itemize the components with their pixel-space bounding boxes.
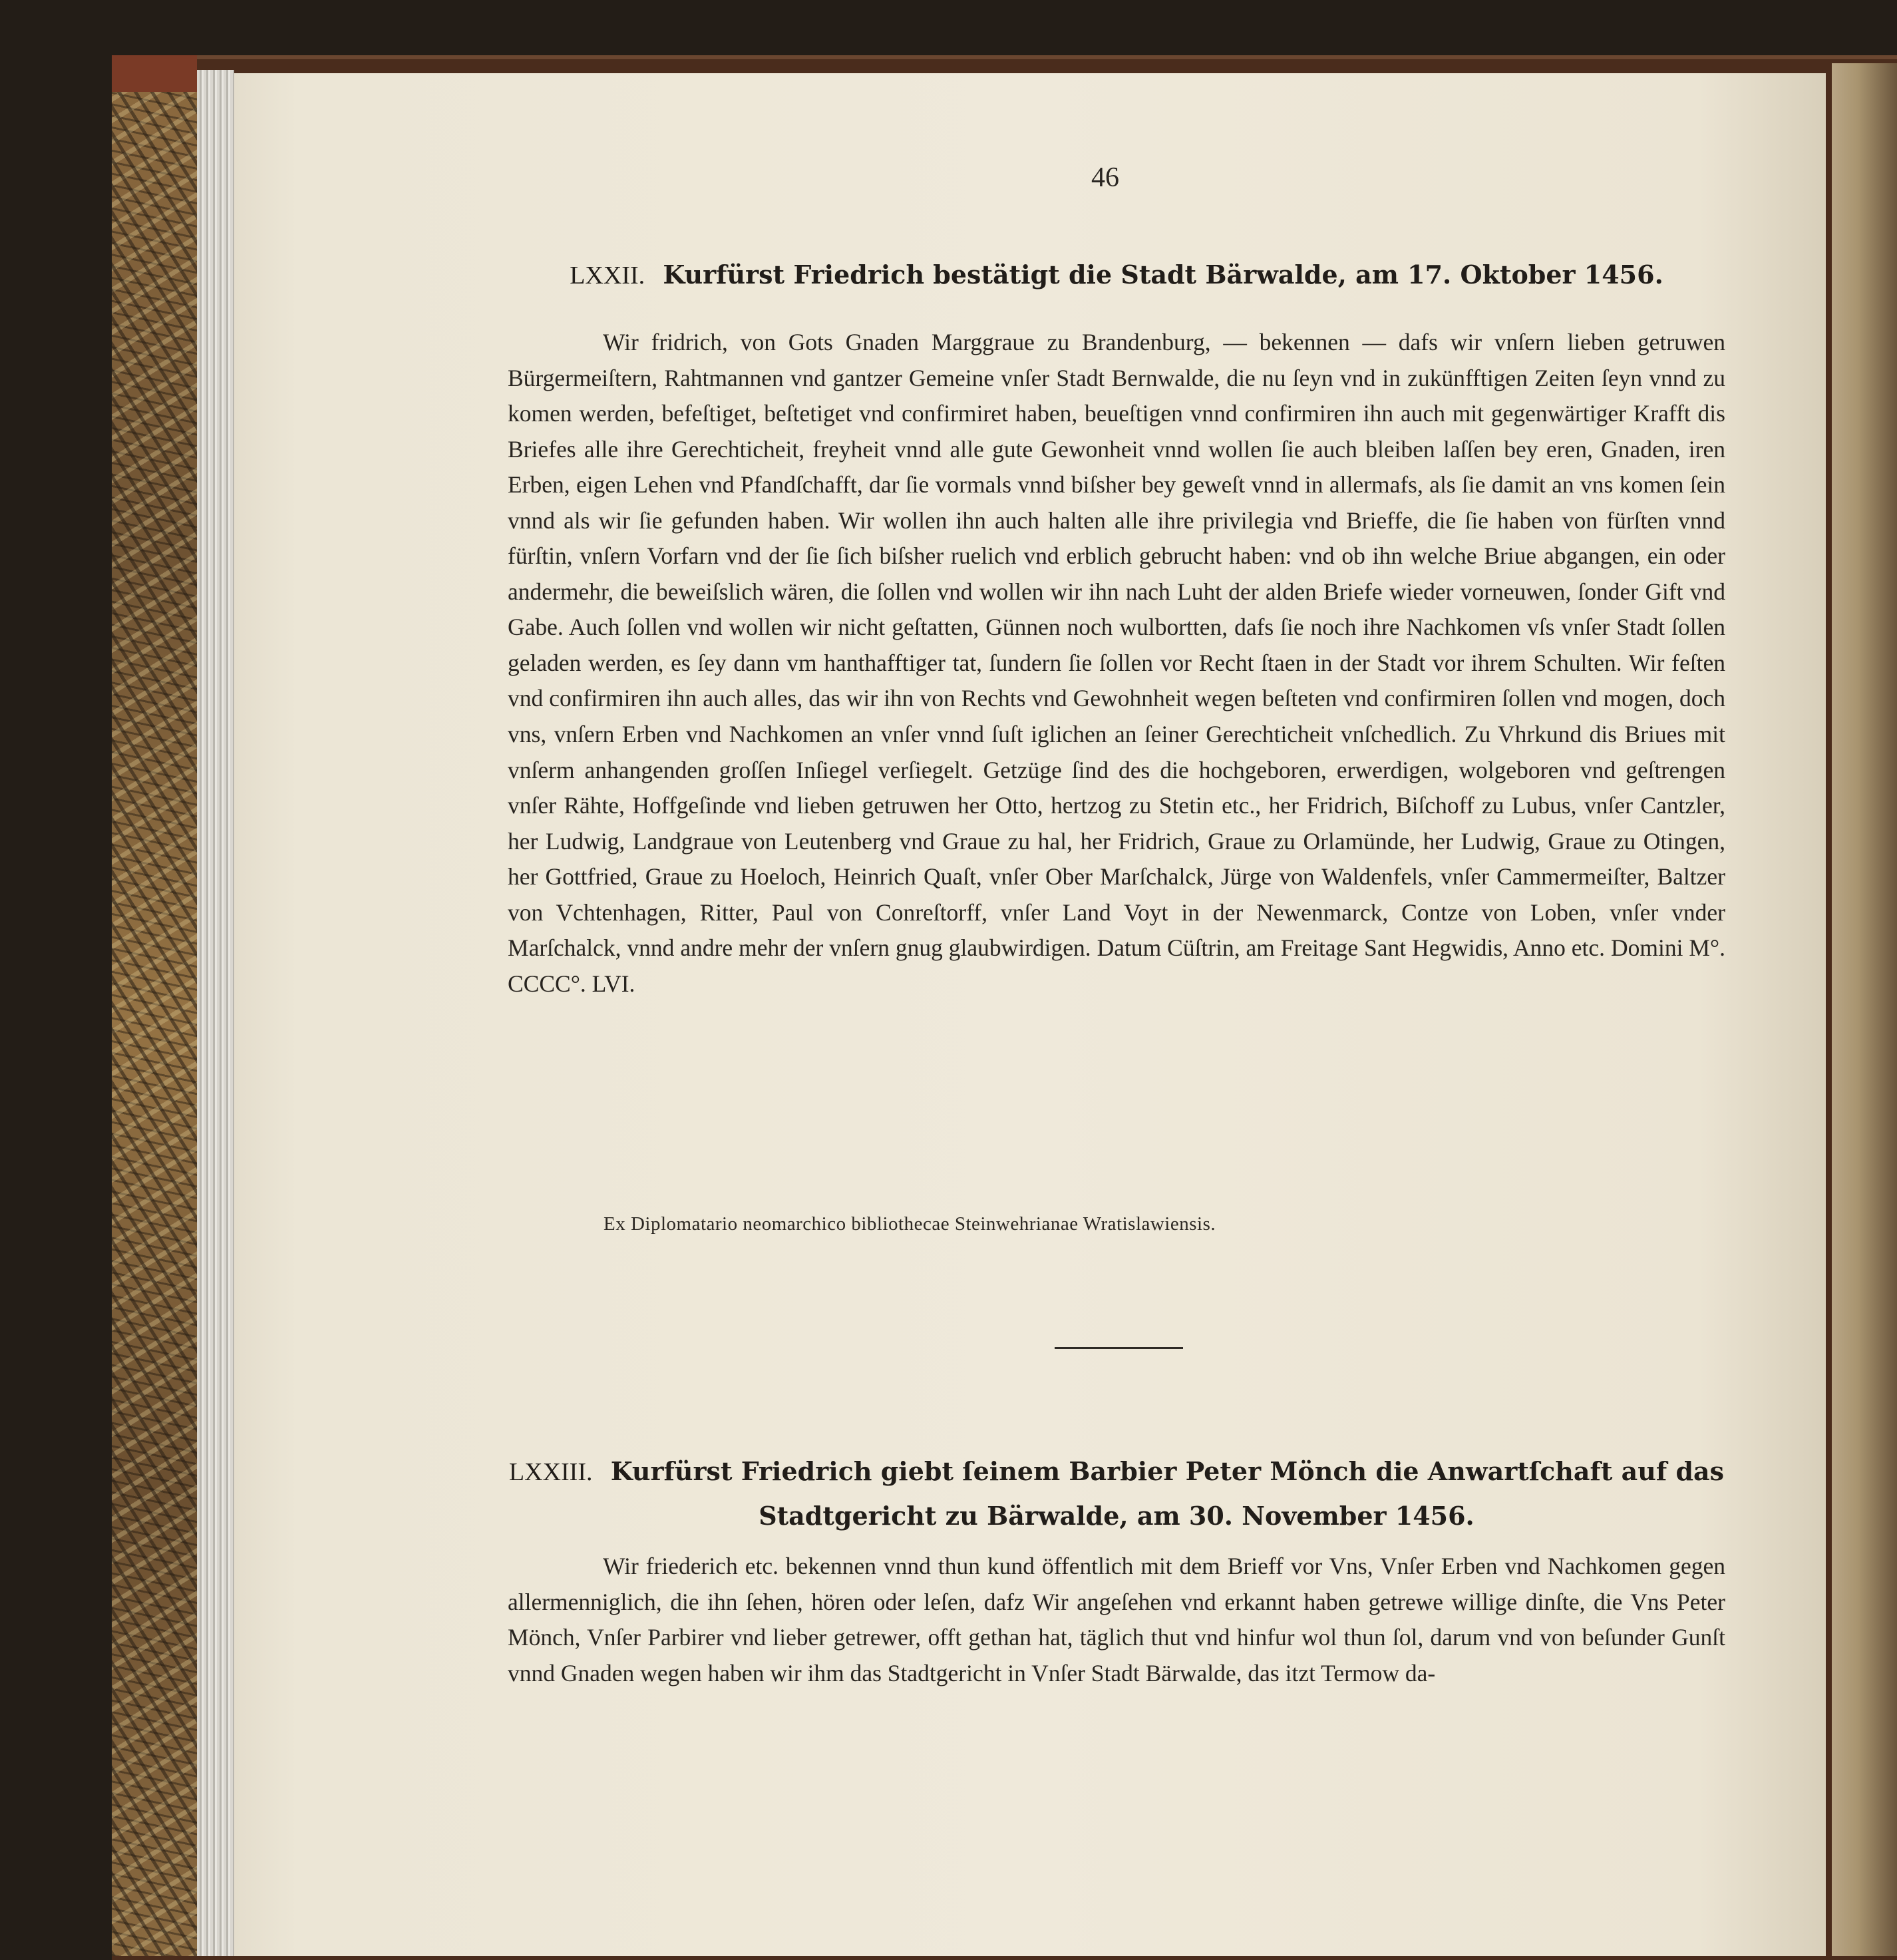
- document-1-heading: [508, 256, 1725, 294]
- leather-corner: [112, 55, 197, 92]
- document-1-title: Kurfürst Friedrich bestätigt die Stadt Bärwalde, am 17. Oktober 1456.: [663, 260, 1663, 290]
- document-2-body: [508, 1549, 1725, 1691]
- document-2-title-line-2: Stadtgericht zu Bärwalde, am 30. November 1456.: [759, 1501, 1474, 1531]
- marbled-endpaper: [112, 80, 197, 1956]
- document-2-text: Wir friederich etc. bekennen vnnd thun kund öffentlich mit dem Brieff vor Vns, Vnſer Erben vnd Nachkomen gegen allermenniglich, die ihn ſehen, hören oder leſen, dafz Wir angeſehen vnd erkannt haben getrewe willige dinſte, die Vns Peter Mönch, Vnſer Parbirer vnd lieber getrewer, offt gethan hat, täglich thut vnd hinfur wol thun ſol, darum vnd von beſunder Gunſt vnnd Gnaden wegen haben wir ihm das Stadtgericht in Vnſer Stadt Bärwalde, das itzt Termow da-: [508, 1553, 1725, 1686]
- document-1-source: Ex Diplomatario neomarchico bibliothecae Steinwehrianae Wratislawiensis.: [604, 1213, 1216, 1235]
- page-edges: [197, 70, 234, 1956]
- book-cover-edge: [1832, 63, 1897, 1956]
- document-1-text: Wir fridrich, von Gots Gnaden Marggraue zu Brandenburg, — bekennen — dafs wir vnſern lieben getruwen Bürgermeiſtern, Rahtmannen vnd gantzer Gemeine vnſer Stadt Bernwalde, die nu ſeyn vnd in zukünfftigen Zeiten ſeyn vnnd zu komen werden, befeſtiget, beſtetiget vnd confirmiret haben, beueſtigen vnnd confirmiren ihn auch mit gegenwärtiger Krafft dis Briefes alle ihre Gerechticheit, freyheit vnnd alle gute Gewonheit vnnd wollen ſie auch bleiben laſſen bey eren, Gnaden, iren Erben, eigen Lehen vnd Pfandſchafft, dar ſie vormals vnnd biſsher bey geweſt vnnd in allermafs, als ſie damit an vns komen ſein vnnd als wir ſie gefunden haben. Wir wollen ihn auch halten alle ihre privilegia vnd Brieffe, die ſie haben von fürſten vnnd fürſtin, vnſern Vorfarn vnd der ſie ſich biſsher ruelich vnd erblich gebrucht haben: vnd ob ihn welche Briue abgangen, ein oder andermehr, die beweiſslich wären, die ſollen vnd wollen wir ihn nach Luht der alden Briefe wieder vorneuwen, ſonder Gift vnd Gabe. Auch ſollen vnd wollen wir nicht geſtatten, Günnen noch wulbortten, dafs ſie noch ihre Nachkomen vſs vnſer Stadt ſollen geladen werden, es ſey dann vm hanthafftiger tat, ſundern ſie ſollen vor Recht ſtaen in der Stadt vor ihrem Schulten. Wir feſten vnd confirmiren ihn auch alles, das wir ihn von Rechts vnd Gewohnheit wegen beſteten vnd confirmiren ſollen vnd mogen, doch vns, vnſern Erben vnd Nachkomen an vnſer vnnd ſuſt iglichen an ſeiner Gerechticheit vnſchedlich. Zu Vhrkund dis Briues mit vnſerm anhangenden groſſen Inſiegel verſiegelt. Getzüge ſind des die hochgeboren, erwerdigen, wolgeboren vnd geſtrengen vnſer Rähte, Hoffgeſinde vnd lieben getruwen her Otto, hertzog zu Stetin etc., her Fridrich, Biſchoff zu Lubus, vnſer Cantzler, her Ludwig, Landgraue von Leutenberg vnd Graue zu hal, her Fridrich, Graue zu Orlamünde, her Ludwig, Graue zu Otingen, her Gottfried, Graue zu Hoeloch, Heinrich Quaſt, vnſer Ober Marſchalck, Jürge von Waldenfels, vnſer Cammermeiſter, Baltzer von Vchtenhagen, Ritter, Paul von Conreſtorff, vnſer Land Voyt in der Newenmarck, Contze von Loben, vnſer vnder Marſchalck, vnnd andre mehr der vnſern gnug glaubwirdigen. Datum Cüſtrin, am Freitage Sant Hegwidis, Anno etc. Domini M°. CCCC°. LVI.: [508, 329, 1725, 997]
- document-1-body: [508, 325, 1725, 1002]
- page-number: 46: [1091, 162, 1119, 193]
- document-1-numeral: LXXII.: [570, 262, 645, 290]
- document-2-heading: [508, 1450, 1725, 1538]
- document-2-numeral: LXXIII.: [508, 1458, 593, 1486]
- document-2-title-line-1: Kurfürst Friedrich giebt ſeinem Barbier Peter Mönch die Anwartſchaft auf das: [610, 1456, 1725, 1486]
- section-divider: [1055, 1347, 1183, 1349]
